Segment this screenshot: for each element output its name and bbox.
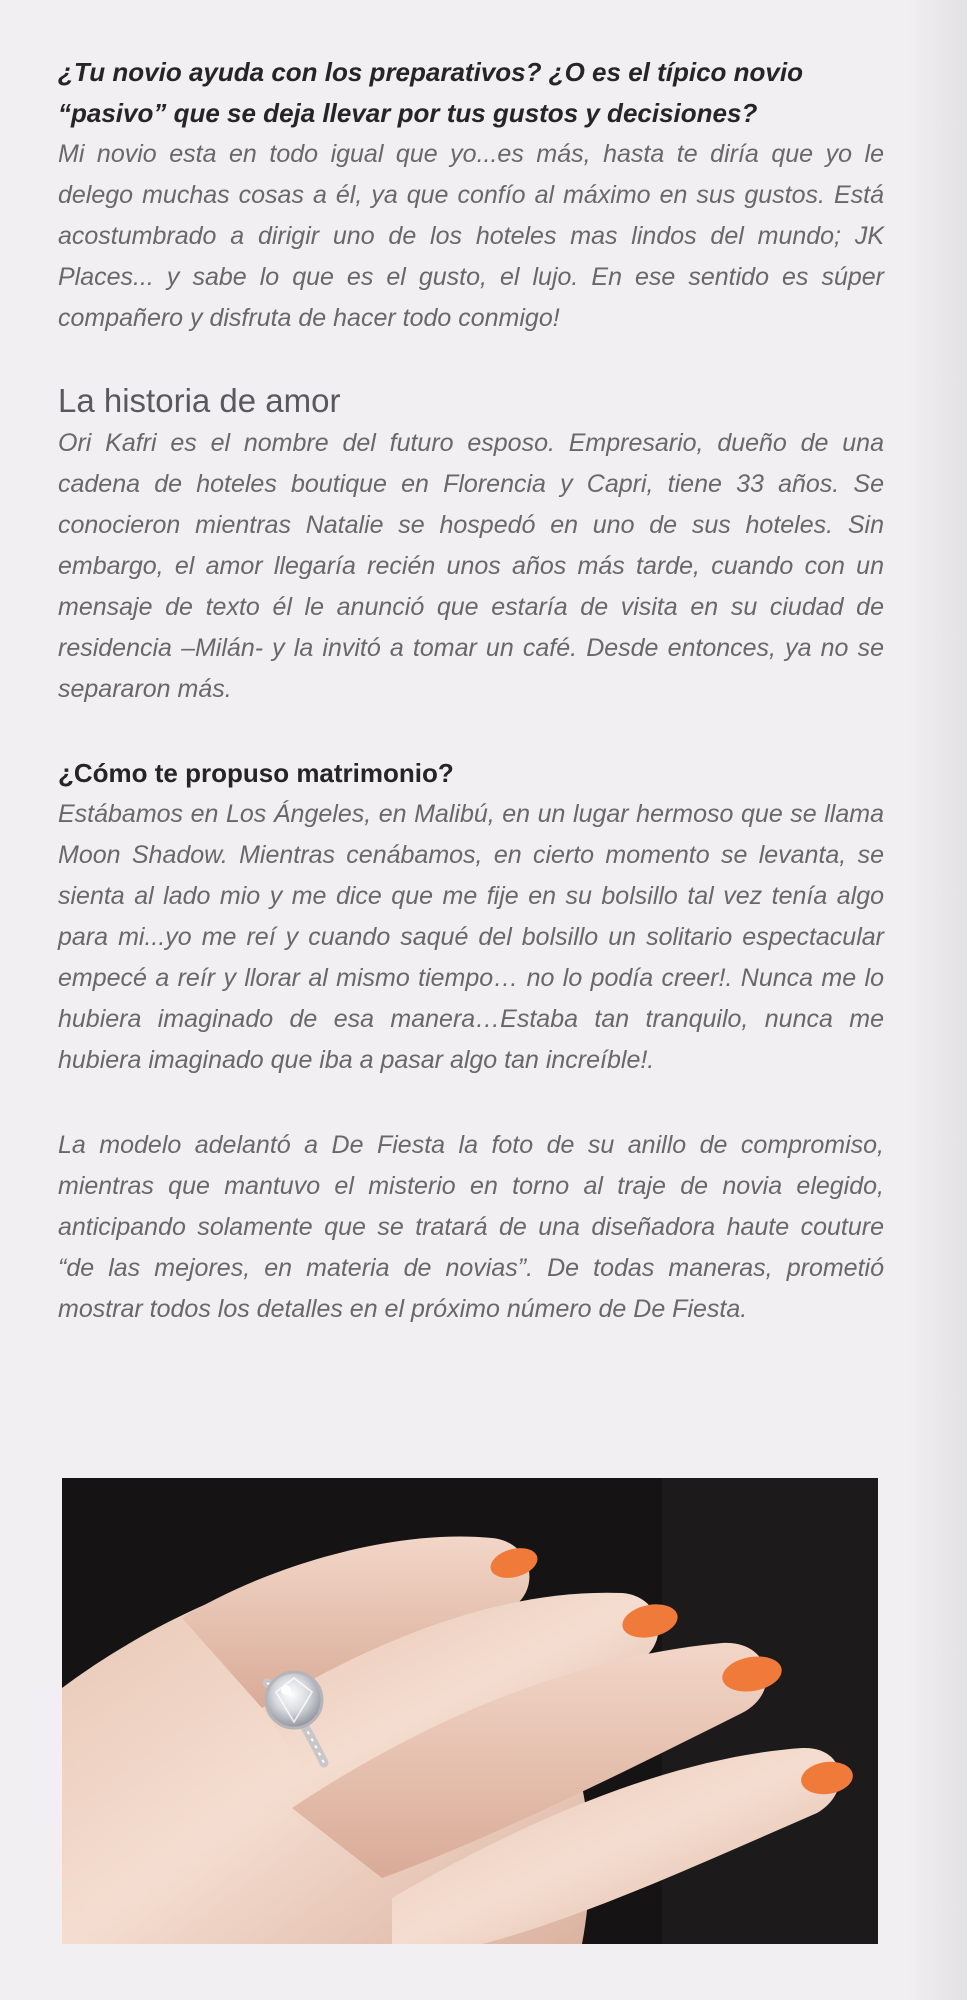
answer-proposal: Estábamos en Los Ángeles, en Malibú, en un lugar hermoso que se llama Moon Shadow. Mientras cenábamos, en cierto momento se levanta, se sienta al lado mio y me dice que me fije en su bolsillo tal vez tenía algo para mi...yo me reí y cuando saqué del bolsillo un solitario espectacular empecé a reír y llorar al mismo tiempo… no lo podía creer!. Nunca me lo hubiera imaginado de esa manera…Estaba tan tranquilo, nunca me hubiera imaginado que iba a pasar algo tan increíble!. [58, 800, 884, 1074]
engagement-ring-photo [62, 1478, 878, 1944]
love-story-section [58, 379, 884, 710]
closing-text: La modelo adelantó a De Fiesta la foto de su anillo de compromiso, mientras que mantuvo el misterio en torno al traje de novia elegido, anticipando solamente que se tratará de una diseñadora haute couture “de las mejores, en materia de novias”. De todas maneras, prometió mostrar todos los detalles en el próximo número de De Fiesta. [58, 1131, 884, 1323]
interview-q2 [58, 753, 884, 1081]
interview-q1 [58, 52, 884, 339]
ring-hand-illustration [62, 1478, 878, 1944]
article-body [58, 52, 884, 1330]
question-proposal: ¿Cómo te propuso matrimonio? [58, 758, 454, 788]
section-title-love-story: La historia de amor [58, 382, 341, 419]
question-fiance-helps: ¿Tu novio ayuda con los preparativos? ¿O es el típico novio “pasivo” que se deja llevar por tus gustos y decisiones? [58, 57, 803, 128]
page-edge-shade [907, 0, 967, 2000]
love-story-text: Ori Kafri es el nombre del futuro esposo. Empresario, dueño de una cadena de hoteles boutique en Florencia y Capri, tiene 33 años. Se conocieron mientras Natalie se hospedó en uno de sus hoteles. Sin embargo, el amor llegaría recién unos años más tarde, cuando con un mensaje de texto él le anunció que estaría de visita en su ciudad de residencia –Milán- y la invitó a tomar un café. Desde entonces, ya no se separaron más. [58, 429, 884, 703]
closing-paragraph [58, 1125, 884, 1330]
answer-fiance-helps: Mi novio esta en todo igual que yo...es más, hasta te diría que yo le delego muchas cosas a él, ya que confío al máximo en sus gustos. Está acostumbrado a dirigir uno de los hoteles mas lindos del mundo; JK Places... y sabe lo que es el gusto, el lujo. En ese sentido es súper compañero y disfruta de hacer todo conmigo! [58, 140, 884, 332]
ring-diamond [266, 1672, 322, 1728]
